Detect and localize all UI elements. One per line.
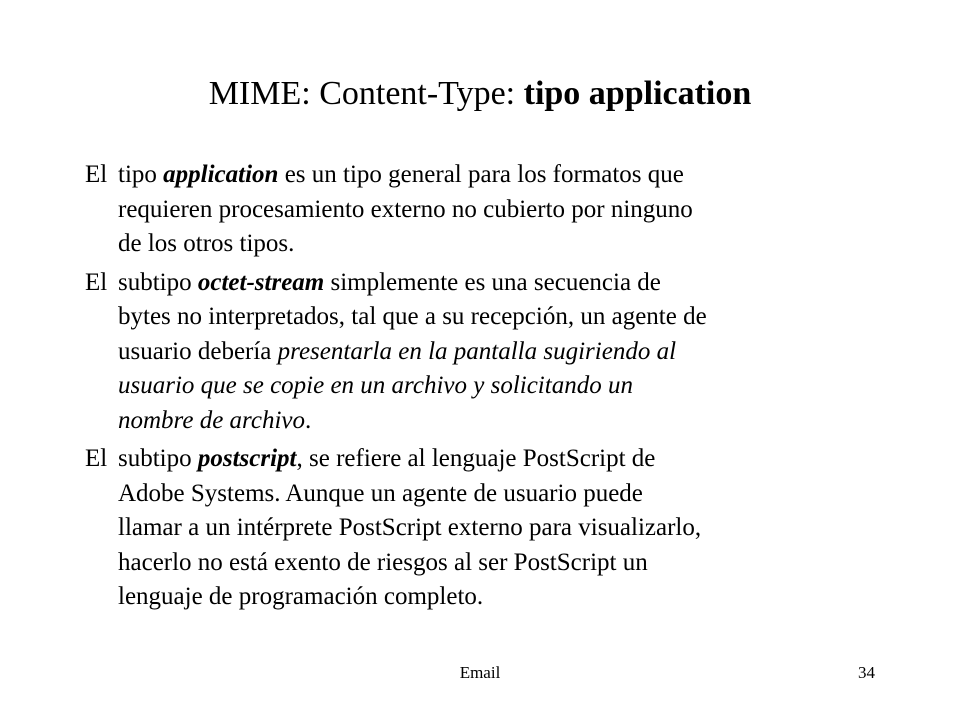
- term-octet-stream: octet-stream: [197, 268, 325, 296]
- paragraph-postscript: [85, 442, 875, 615]
- paragraph-line: [118, 335, 875, 370]
- slide-title: [0, 72, 960, 116]
- paragraph-line: usuario que se copie en un archivo y solicitando un: [118, 372, 633, 399]
- italic-text: nombre de archivo: [118, 406, 305, 434]
- paragraph-line: llamar a un intérprete PostScript externo para visualizarlo,: [118, 514, 702, 541]
- page-number: 34: [858, 663, 875, 682]
- paragraph-text: [118, 442, 875, 615]
- paragraph-lead: El: [85, 161, 108, 188]
- paragraph-text: [118, 158, 875, 262]
- slide-title-prefix: MIME: Content-Type:: [208, 75, 524, 112]
- line-prefix: subtipo: [118, 445, 198, 472]
- paragraph-line: lenguaje de programación completo.: [118, 583, 484, 610]
- italic-text: presentarla en la pantalla sugiriendo al: [277, 337, 677, 365]
- term-postscript: postscript: [197, 445, 297, 472]
- paragraph-line: [118, 266, 875, 301]
- slide-title-emphasis: tipo application: [523, 75, 752, 112]
- paragraph-line: hacerlo no está exento de riesgos al ser PostScript un: [118, 548, 648, 576]
- line-prefix: tipo: [118, 161, 164, 188]
- paragraph-line: requieren procesamiento externo no cubierto por ninguno: [118, 195, 693, 223]
- paragraph-application: [85, 158, 875, 262]
- paragraph-line: [118, 158, 875, 193]
- paragraph-text: [118, 266, 875, 439]
- paragraph-line: [118, 442, 875, 477]
- paragraph-lead: El: [85, 268, 108, 296]
- line-suffix: es un tipo general para los formatos que: [278, 161, 684, 188]
- paragraph-line: [118, 404, 875, 439]
- term-application: application: [163, 161, 279, 188]
- line-suffix: , se refiere al lenguaje PostScript de: [296, 445, 656, 472]
- line-prefix: subtipo: [118, 268, 198, 296]
- paragraph-line: de los otros tipos.: [118, 230, 295, 257]
- paragraph-line: bytes no interpretados, tal que a su recepción, un agente de: [118, 303, 707, 330]
- slide-body: [85, 158, 875, 619]
- line-prefix: usuario debería: [118, 337, 278, 365]
- footer-topic: Email: [459, 663, 501, 682]
- paragraph-line: Adobe Systems. Aunque un agente de usuario puede: [118, 479, 643, 507]
- line-suffix: simplemente es una secuencia de: [324, 268, 661, 296]
- paragraph-lead: El: [85, 445, 108, 472]
- paragraph-octet-stream: [85, 266, 875, 439]
- line-suffix: .: [305, 406, 312, 434]
